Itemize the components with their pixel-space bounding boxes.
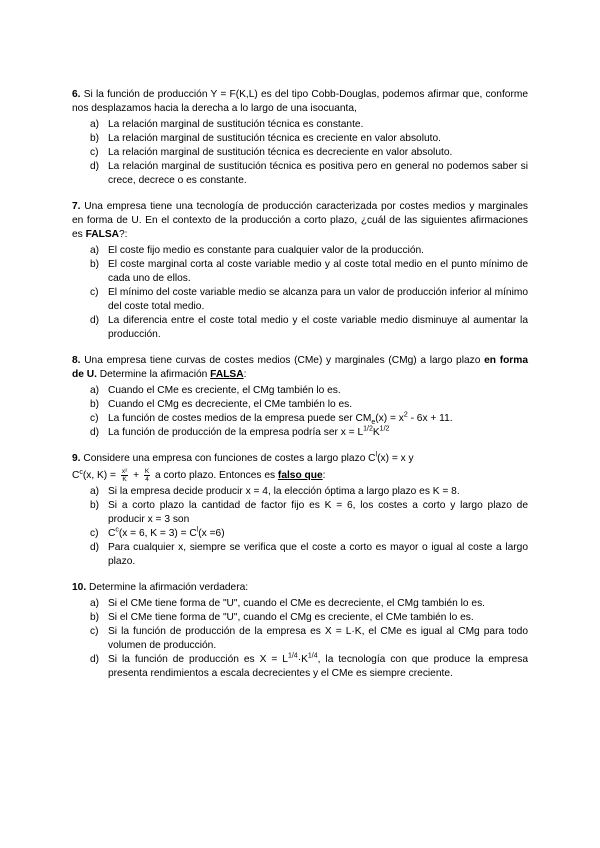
- question-9: [72, 452, 528, 569]
- question-6: [72, 88, 528, 188]
- fraction-k-over-4: $\frac{K}{4}$: [144, 468, 150, 483]
- question-9-short-run-cost: $C^c(x$, K) = $\frac{\text{x²}}{K}$ + $\frac{K}{4}$ a corto plazo. Entonces es falso que:: [72, 468, 326, 483]
- question-9-stem: 9. Considere una empresa con funciones de costes a largo plazo $C^l(x) = x$ y: [72, 451, 414, 464]
- option-10b: b) Si el CMe tiene forma de "U", cuando el CMg es creciente, el CMe también lo es.: [90, 612, 474, 624]
- option-7d: d) La diferencia entre el coste total medio y el coste variable medio disminuye al aumentar la producción.: [90, 315, 528, 340]
- option-7a: a) El coste fijo medio es constante para cualquier valor de la producción.: [90, 245, 424, 256]
- option-6c: c) La relación marginal de sustitución técnica es decreciente en valor absoluto.: [90, 147, 453, 158]
- option-7c: c) El mínimo del coste variable medio se alcanza para un valor de producción inferior al mínimo del coste total medio.: [90, 287, 528, 312]
- option-6d: d) La relación marginal de sustitución técnica es positiva pero en general no podemos saber si crece, decrece o es constante.: [90, 161, 528, 186]
- option-6a: a) La relación marginal de sustitución técnica es constante.: [90, 119, 364, 130]
- question-7-stem: 7. Una empresa tiene una tecnología de producción caracterizada por costes medios y marginales en forma de U. En el contexto de la producción a corto plazo, ¿cuál de las siguientes afirmaciones es FALSA?:: [72, 201, 528, 240]
- option-8d: d) La función de producción de la empresa podría ser $x = L^{1/2}K^{1/2}$: [90, 425, 390, 438]
- exam-page: [72, 88, 528, 693]
- option-10d: d) Si la función de producción es $X = L^{1/4}\cdot K^{1/4}$, la tecnología con que produce la empresa presenta rendimientos a escala decrecientes y el CMe es siempre creciente.: [90, 652, 529, 680]
- fraction-x2-over-k: $\frac{\text{x²}}{K}$: [121, 468, 128, 483]
- option-10a: a) Si el CMe tiene forma de "U", cuando el CMe es decreciente, el CMg también lo es.: [90, 598, 485, 610]
- question-7: [72, 200, 528, 342]
- question-10: [72, 581, 528, 681]
- question-6-stem: 6. Si la función de producción Y = F(K,L) es del tipo Cobb-Douglas, podemos afirmar que, conforme nos desplazamos hacia la derecha a lo largo de una isocuanta,: [72, 89, 528, 114]
- question-8: [72, 354, 528, 440]
- option-9a: a) Si la empresa decide producir x = 4, la elección óptima a largo plazo es K = 8.: [90, 486, 460, 498]
- option-6b: b) La relación marginal de sustitución técnica es creciente en valor absoluto.: [90, 133, 441, 144]
- question-10-stem: 10. Determine la afirmación verdadera:: [72, 582, 249, 594]
- option-8a: a) Cuando el CMe es creciente, el CMg también lo es.: [90, 385, 341, 396]
- option-9c: c) $C^c(x = 6$, $K = 3) = C^l(x =6)$: [90, 526, 225, 540]
- option-7b: b) El coste marginal corta al coste variable medio y al coste total medio en el punto mínimo de cada uno de ellos.: [90, 259, 528, 284]
- option-10c: c) Si la función de producción de la empresa es X = L·K, el CMe es igual al CMg para todo volumen de producción.: [90, 626, 528, 652]
- option-9d: d) Para cualquier x, siempre se verifica que el coste a corto es mayor o igual al coste a largo plazo.: [90, 542, 528, 568]
- question-8-stem: 8. Una empresa tiene curvas de costes medios (CMe) y marginales (CMg) a largo plazo en forma de U. Determine la afirmación FALSA:: [72, 355, 528, 380]
- option-8c: c) La función de costes medios de la empresa puede ser $CM_e(x) = x^2 - 6x + 11$.: [90, 411, 453, 427]
- option-9b: b) Si a corto plazo la cantidad de factor fijo es K = 6, los costes a corto y largo plazo de producir x = 3 son: [90, 500, 528, 526]
- option-8b: b) Cuando el CMg es decreciente, el CMe también lo es.: [90, 399, 353, 410]
